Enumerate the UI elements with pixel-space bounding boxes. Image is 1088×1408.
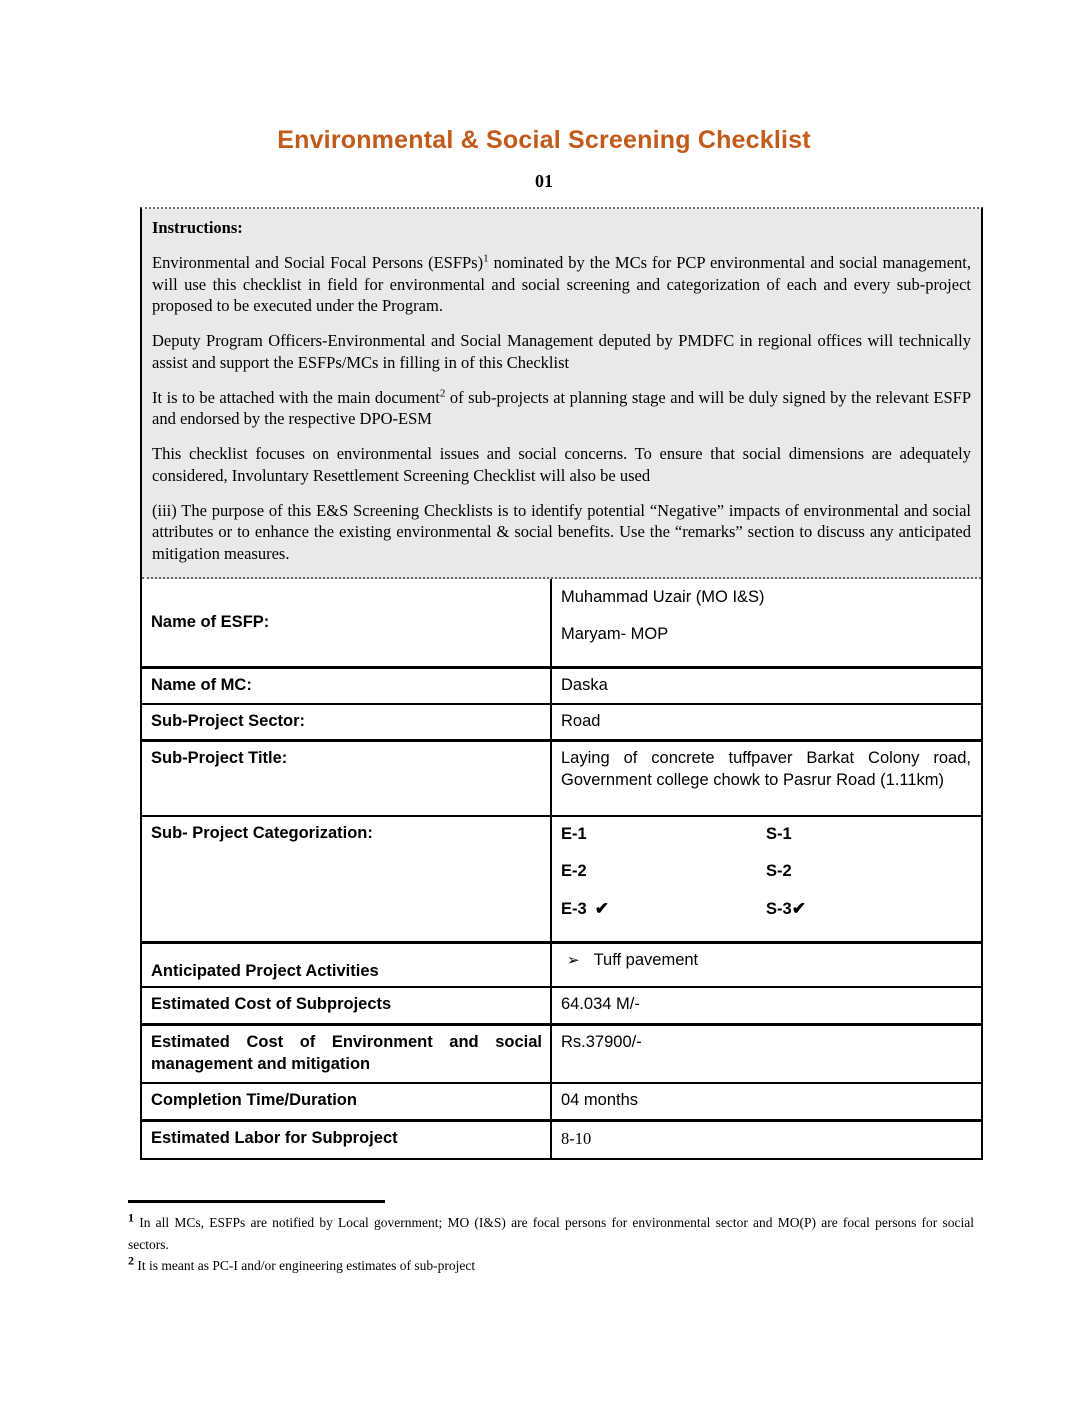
field-label-sector: Sub-Project Sector: [151, 712, 306, 731]
instructions-heading: Instructions: [152, 218, 243, 237]
activity-text: Tuff pavement [593, 951, 699, 970]
footnote-2-text: It is meant as PC-I and/or engineering estimates of sub-project [134, 1258, 476, 1274]
paragraph-text: Environmental and Social Focal Persons (ESFPs) [152, 252, 484, 272]
form-row-env-cost [142, 1023, 981, 1082]
esfp-name-1: Muhammad Uzair (MO I&S) [561, 587, 765, 606]
esfp-name-2: Maryam- MOP [561, 624, 669, 643]
checkmark-icon: ✔ [791, 898, 806, 918]
arrow-bullet-icon: ➢ [567, 952, 580, 970]
categorization-grid [561, 823, 971, 935]
footnotes-section [128, 1200, 974, 1277]
field-label-esfp: Name of ESFP: [151, 612, 270, 631]
field-value-mc: Daska [550, 669, 981, 703]
form-row-esfp [142, 579, 981, 667]
field-value-esfp [550, 579, 981, 667]
categorization-environment-column [561, 823, 766, 935]
field-label-mc: Name of MC: [151, 676, 252, 695]
footnote-1-text: In all MCs, ESFPs are notified by Local government; MO (I&S) are focal persons for environmental sector and MO(P) are focal persons for social sectors. [128, 1215, 974, 1252]
category-option-e3 [561, 898, 766, 921]
field-value-labor: 8-10 [550, 1122, 981, 1158]
category-option-e2: E-2 [561, 861, 587, 880]
form-row-mc [142, 666, 981, 703]
field-label-labor: Estimated Labor for Subproject [151, 1128, 398, 1147]
form-row-labor [142, 1119, 981, 1158]
category-option-s3-label: S-3 [766, 899, 792, 918]
footnote-reference-1: 1 [483, 252, 489, 265]
field-value-duration: 04 months [550, 1084, 981, 1119]
instructions-paragraph-5: (iii) The purpose of this E&S Screening Checklists is to identify potential “Negative” impacts of environmental and social attributes or to enhance the existing environmental & social benefits. Use the “remarks” section to discuss any anticipated mitigation measures. [152, 500, 971, 564]
category-option-s1: S-1 [766, 825, 792, 844]
form-row-categorization [142, 815, 981, 941]
field-label-categorization: Sub- Project Categorization: [151, 824, 373, 843]
footnote-2-marker: 2 [128, 1253, 134, 1268]
screening-checklist-table [140, 207, 983, 1160]
paragraph-text: It is to be attached with the main document [152, 387, 440, 407]
document-body [140, 207, 983, 1160]
field-value-project-title: Laying of concrete tuffpaver Barkat Colony road, Government college chowk to Pasrur Road (1.11km) [550, 742, 981, 815]
field-label-project-title: Sub-Project Title: [151, 749, 288, 768]
field-value-sector: Road [550, 705, 981, 739]
field-label-duration: Completion Time/Duration [151, 1090, 357, 1109]
form-row-duration [142, 1082, 981, 1119]
paragraph-text: of sub-projects at planning stage and will be duly signed by the relevant ESFP and endorsed by the respective DPO-ESM [152, 387, 971, 429]
categorization-social-column [766, 823, 971, 935]
activity-item [561, 950, 971, 972]
footnote-1 [128, 1212, 974, 1255]
category-option-e3-label: E-3 [561, 899, 587, 918]
instructions-paragraph-2: Deputy Program Officers-Environmental and Social Management deputed by PMDFC in regional offices will technically assist and support the ESFPs/MCs in filling in of this Checklist [152, 331, 971, 372]
form-row-activities [142, 941, 981, 986]
footnote-separator [128, 1200, 385, 1203]
form-row-cost [142, 986, 981, 1023]
checkmark-icon: ✔ [594, 898, 609, 918]
field-label-env-cost: Estimated Cost of Environment and social management and mitigation [151, 1033, 542, 1074]
document-number: 01 [535, 171, 553, 191]
category-option-e1: E-1 [561, 825, 587, 844]
field-value-activities [550, 944, 981, 986]
footnote-2 [128, 1255, 974, 1277]
category-option-s3 [766, 898, 971, 921]
field-value-categorization [550, 817, 981, 941]
instructions-paragraph-4: This checklist focuses on environmental issues and social concerns. To ensure that social dimensions are adequately considered, Involuntary Resettlement Screening Checklist will also be used [152, 444, 971, 485]
instructions-paragraph-3 [152, 387, 971, 431]
form-row-sector [142, 703, 981, 739]
field-label-activities: Anticipated Project Activities [151, 961, 379, 980]
field-value-cost: 64.034 M/- [550, 988, 981, 1023]
form-row-project-title [142, 739, 981, 815]
paragraph-text: nominated by the MCs for PCP environmental and social management, will use this checklist in field for environmental and social screening and categorization of each and every sub-project proposed to be executed under the Program. [152, 252, 971, 316]
page-title: Environmental & Social Screening Checklist [277, 126, 811, 154]
instructions-section [142, 209, 981, 579]
footnote-reference-2: 2 [439, 387, 446, 400]
field-value-env-cost: Rs.37900/- [550, 1026, 981, 1082]
field-label-cost: Estimated Cost of Subprojects [151, 995, 392, 1014]
category-option-s2: S-2 [766, 861, 792, 880]
instructions-paragraph-1 [152, 252, 971, 317]
footnote-1-marker: 1 [128, 1210, 134, 1225]
